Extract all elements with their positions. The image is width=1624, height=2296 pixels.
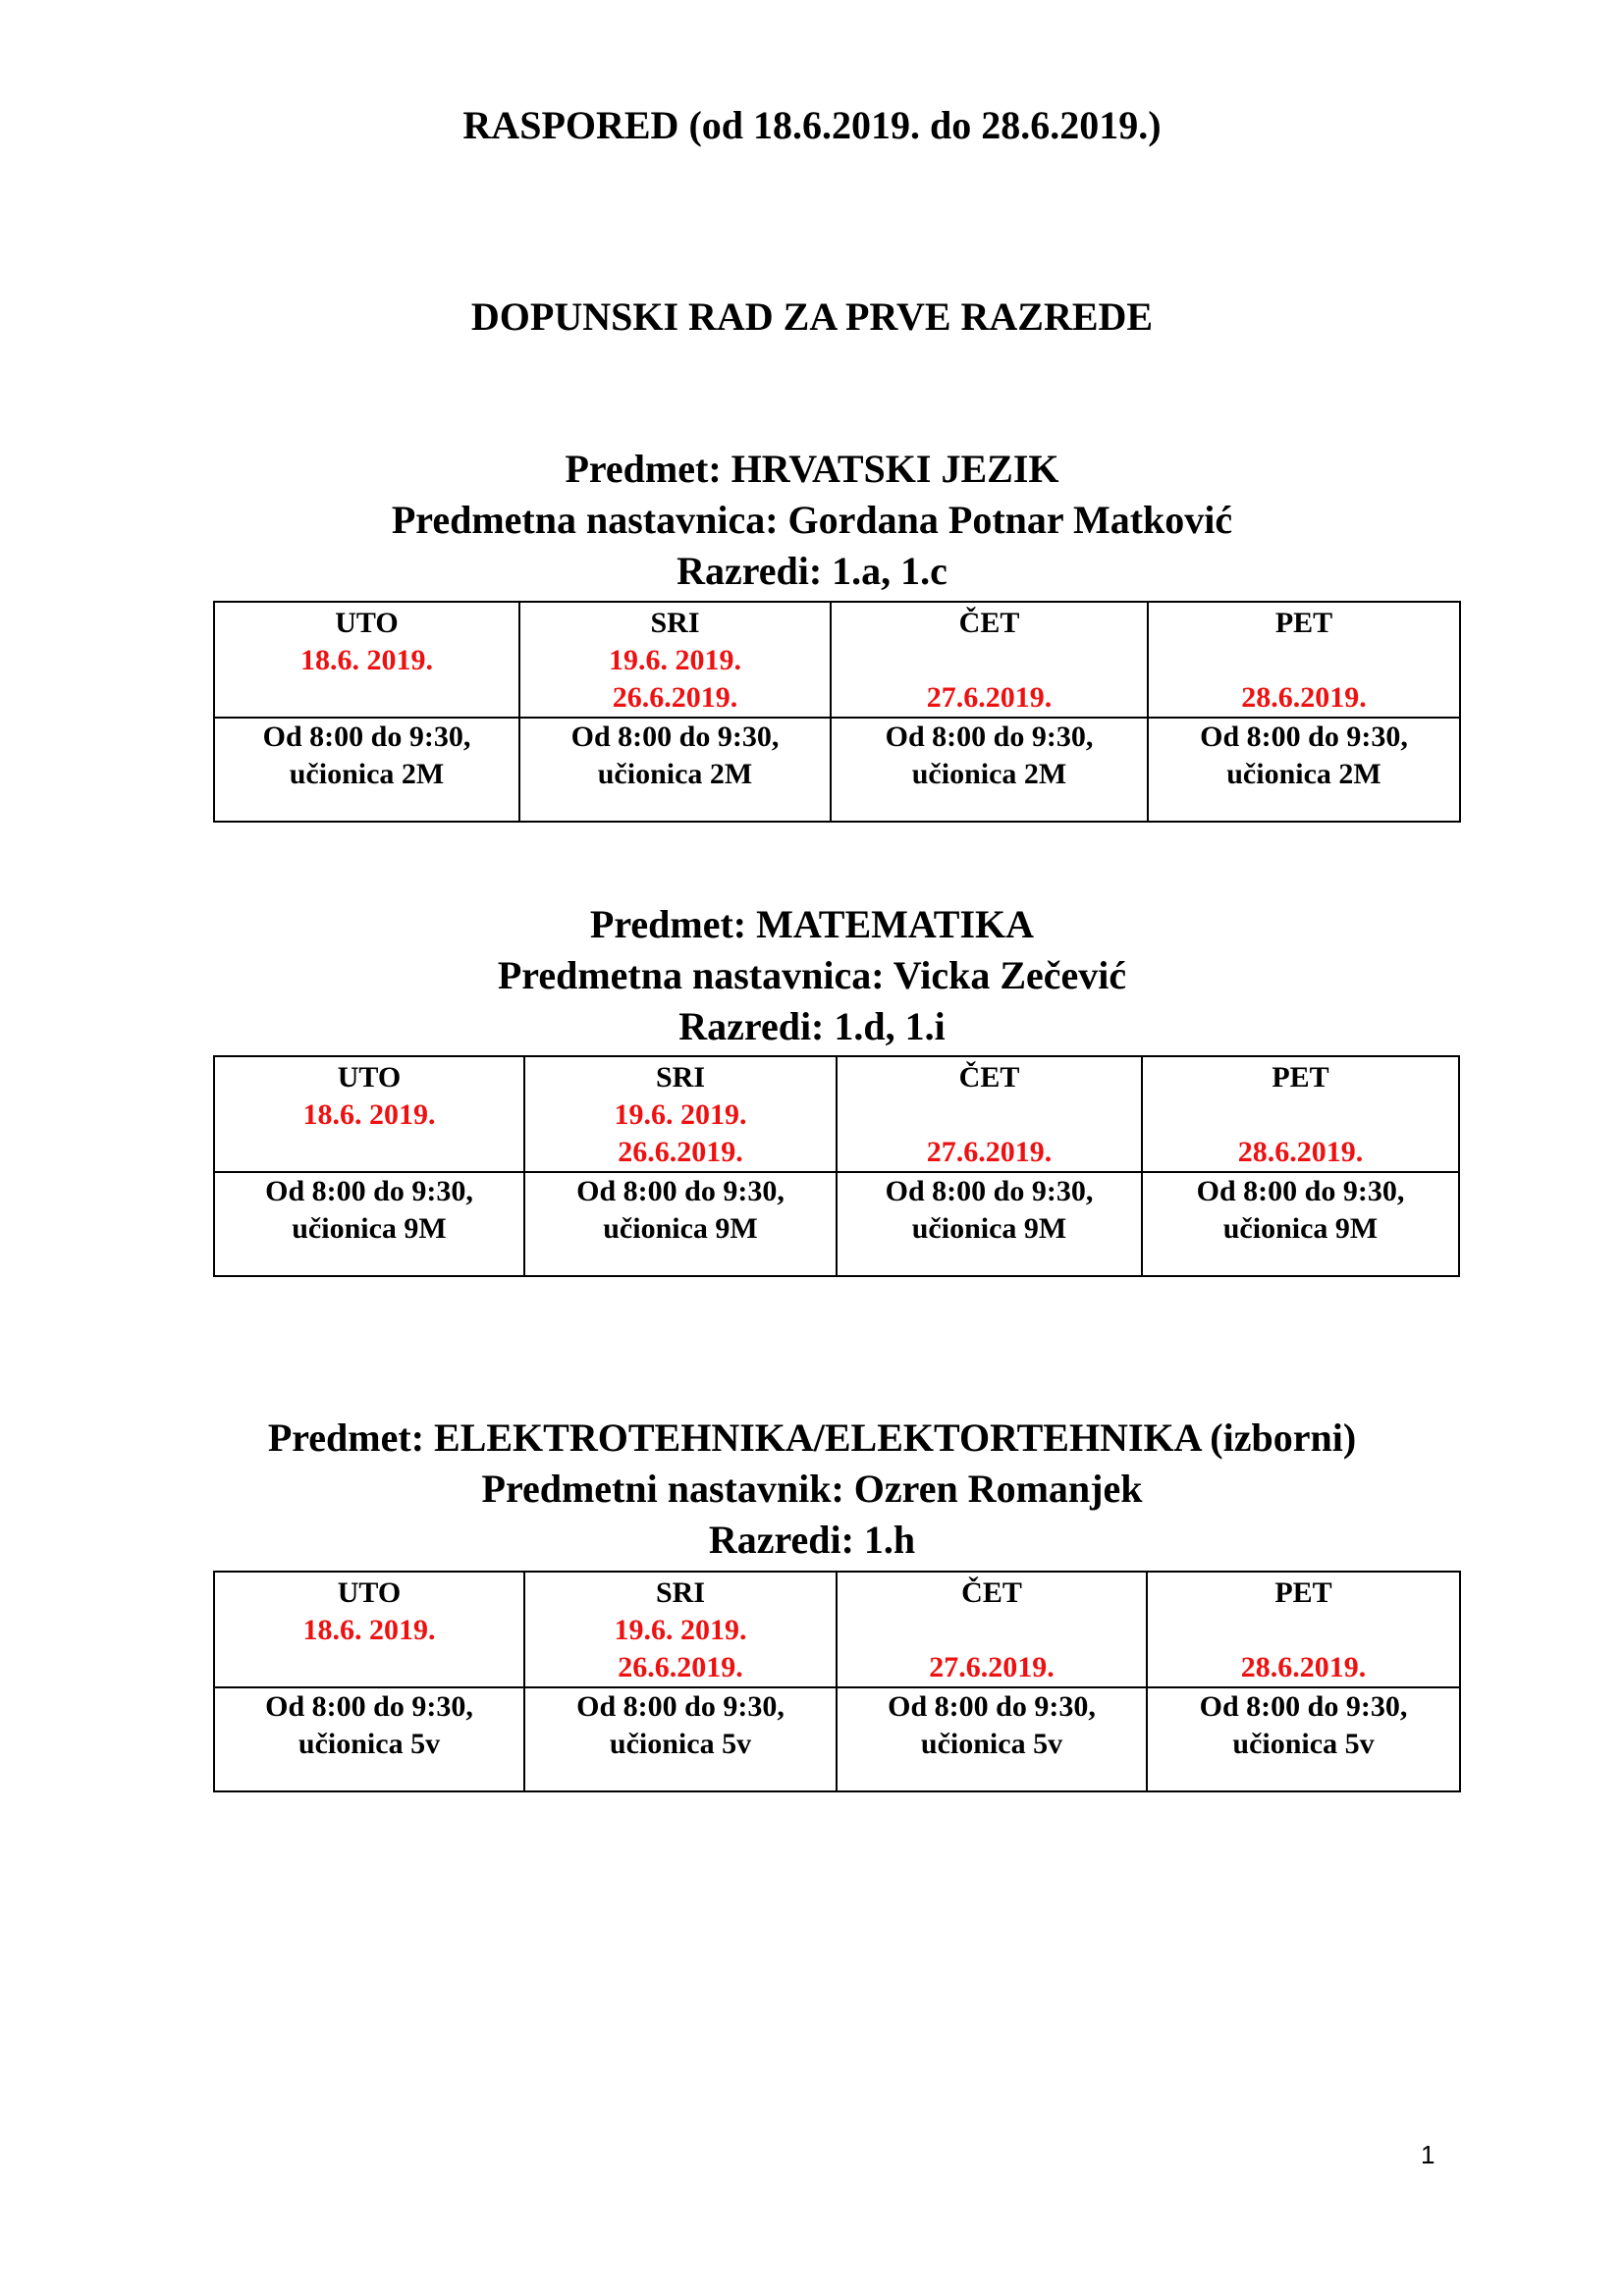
date-label: 28.6.2019.	[1237, 1136, 1364, 1168]
day-cell	[524, 1056, 837, 1172]
classroom: učionica 2M	[911, 758, 1067, 790]
day-cell	[1147, 1572, 1460, 1687]
classroom: učionica 5v	[920, 1728, 1063, 1760]
day-label: PET	[1272, 1061, 1329, 1094]
time-cell	[524, 1687, 837, 1791]
time-range: Od 8:00 do 9:30,	[885, 721, 1094, 753]
schedule-table	[213, 1055, 1460, 1277]
day-cell	[837, 1056, 1142, 1172]
day-label: SRI	[655, 1576, 706, 1609]
table-row-times	[214, 1687, 1460, 1791]
day-label: ČET	[961, 1576, 1022, 1609]
page-number: 1	[1421, 2140, 1435, 2169]
day-label: UTO	[335, 607, 399, 639]
classroom: učionica 5v	[1232, 1728, 1375, 1760]
time-range: Od 8:00 do 9:30,	[576, 1690, 785, 1723]
section-subject: Predmet: MATEMATIKA	[589, 902, 1035, 946]
time-range: Od 8:00 do 9:30,	[265, 1690, 473, 1723]
day-label: SRI	[650, 607, 700, 639]
time-cell	[519, 718, 831, 822]
section-teacher: Predmetna nastavnica: Gordana Potnar Matković	[391, 498, 1233, 542]
document-title: RASPORED (od 18.6.2019. do 28.6.2019.)	[462, 103, 1162, 147]
classroom: učionica 5v	[609, 1728, 752, 1760]
schedule-table	[213, 1571, 1461, 1792]
section-teacher: Predmetna nastavnica: Vicka Zečević	[497, 953, 1127, 997]
time-cell	[1142, 1172, 1459, 1276]
time-cell	[837, 1687, 1147, 1791]
day-cell	[519, 602, 831, 718]
section-classes: Razredi: 1.d, 1.i	[678, 1004, 946, 1048]
time-range: Od 8:00 do 9:30,	[576, 1175, 785, 1207]
date-label: 27.6.2019.	[926, 1136, 1053, 1168]
classroom: učionica 9M	[292, 1212, 447, 1245]
day-label: UTO	[337, 1576, 402, 1609]
time-range: Od 8:00 do 9:30,	[1199, 1690, 1408, 1723]
time-cell	[1147, 1687, 1460, 1791]
time-range: Od 8:00 do 9:30,	[1200, 721, 1408, 753]
date-label: 28.6.2019.	[1241, 681, 1367, 714]
time-cell	[214, 1687, 524, 1791]
day-label: PET	[1274, 607, 1333, 639]
day-label: PET	[1274, 1576, 1332, 1609]
classroom: učionica 9M	[603, 1212, 758, 1245]
day-label: ČET	[958, 1061, 1020, 1094]
table-row-times	[214, 718, 1460, 822]
day-cell	[831, 602, 1148, 718]
time-cell	[214, 718, 519, 822]
section-classes: Razredi: 1.h	[708, 1518, 916, 1562]
day-label: UTO	[337, 1061, 402, 1094]
time-range: Od 8:00 do 9:30,	[265, 1175, 473, 1207]
classroom: učionica 2M	[1226, 758, 1381, 790]
time-range: Od 8:00 do 9:30,	[885, 1175, 1094, 1207]
section-classes: Razredi: 1.a, 1.c	[677, 549, 947, 593]
time-cell	[837, 1172, 1142, 1276]
date-label: 18.6. 2019.	[302, 1614, 436, 1646]
table-row-days	[214, 602, 1460, 718]
date-label: 26.6.2019.	[618, 1136, 743, 1168]
classroom: učionica 5v	[298, 1728, 441, 1760]
time-range: Od 8:00 do 9:30,	[888, 1690, 1096, 1723]
time-cell	[1148, 718, 1460, 822]
time-cell	[524, 1172, 837, 1276]
time-range: Od 8:00 do 9:30,	[570, 721, 780, 753]
date-label: 19.6. 2019.	[614, 1098, 747, 1131]
section-teacher: Predmetni nastavnik: Ozren Romanjek	[481, 1467, 1143, 1511]
date-label: 18.6. 2019.	[300, 644, 433, 676]
day-cell	[214, 602, 519, 718]
date-label: 28.6.2019.	[1240, 1651, 1367, 1683]
table-row-times	[214, 1172, 1459, 1276]
day-cell	[214, 1056, 524, 1172]
day-label: SRI	[655, 1061, 706, 1094]
classroom: učionica 2M	[289, 758, 445, 790]
schedule-table	[213, 601, 1461, 823]
time-range: Od 8:00 do 9:30,	[1196, 1175, 1405, 1207]
date-label: 27.6.2019.	[929, 1651, 1055, 1683]
date-label: 27.6.2019.	[926, 681, 1053, 714]
classroom: učionica 9M	[911, 1212, 1067, 1245]
document-subtitle: DOPUNSKI RAD ZA PRVE RAZREDE	[470, 294, 1154, 339]
section-subject: Predmet: HRVATSKI JEZIK	[565, 447, 1059, 491]
day-cell	[1142, 1056, 1459, 1172]
section-subject: Predmet: ELEKTROTEHNIKA/ELEKTORTEHNIKA (izborni)	[267, 1415, 1357, 1460]
time-cell	[214, 1172, 524, 1276]
date-label: 26.6.2019.	[618, 1651, 743, 1683]
date-label: 26.6.2019.	[612, 681, 738, 714]
day-cell	[524, 1572, 837, 1687]
classroom: učionica 2M	[597, 758, 753, 790]
classroom: učionica 9M	[1222, 1212, 1379, 1245]
date-label: 19.6. 2019.	[609, 644, 741, 676]
table-row-days	[214, 1572, 1460, 1687]
day-label: ČET	[958, 607, 1020, 639]
time-cell	[831, 718, 1148, 822]
day-cell	[837, 1572, 1147, 1687]
day-cell	[214, 1572, 524, 1687]
date-label: 19.6. 2019.	[614, 1614, 747, 1646]
day-cell	[1148, 602, 1460, 718]
date-label: 18.6. 2019.	[302, 1098, 436, 1131]
table-row-days	[214, 1056, 1459, 1172]
time-range: Od 8:00 do 9:30,	[262, 721, 471, 753]
